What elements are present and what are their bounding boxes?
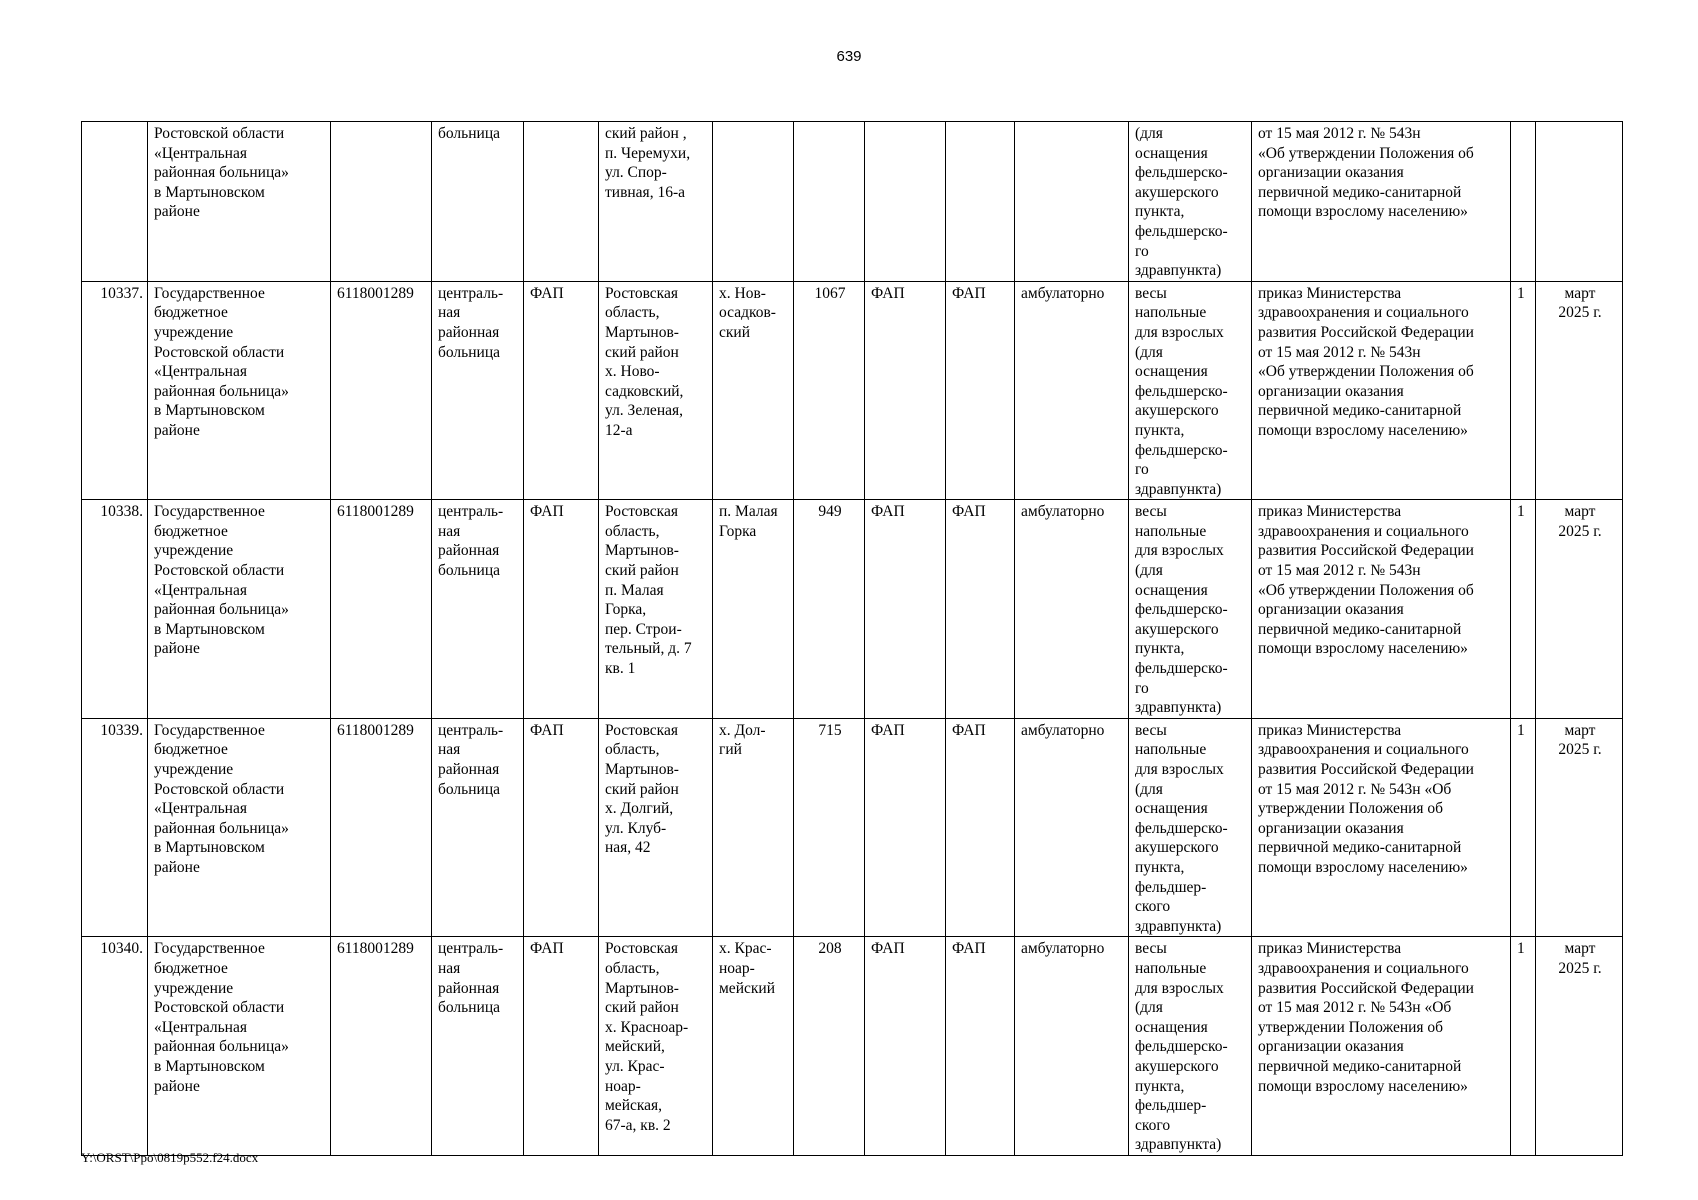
care-mode: амбулаторно [1015, 718, 1129, 937]
row-number: 10338. [82, 500, 148, 719]
object-type-1: ФАП [865, 937, 946, 1156]
unit-type [524, 122, 599, 282]
address: ский район , п. Черемухи, ул. Спор- тивная, 16-а [599, 122, 713, 282]
organization-type: централь- ная районная больница [432, 937, 524, 1156]
organization-type: централь- ная районная больница [432, 718, 524, 937]
inn-code: 6118001289 [331, 281, 432, 500]
organization-type: больница [432, 122, 524, 282]
regulatory-order: приказ Министерства здравоохранения и социального развития Российской Федерации от 15 мая 2012 г. № 543н «Об утверждении Положения об организации оказания первичной медико-санитарной помощи взрослому населению» [1252, 500, 1511, 719]
object-type-1: ФАП [865, 500, 946, 719]
population: 1067 [794, 281, 865, 500]
settlement: п. Малая Горка [713, 500, 794, 719]
inn-code [331, 122, 432, 282]
due-date: март 2025 г. [1536, 718, 1623, 937]
table-row [82, 937, 1623, 1156]
care-mode: амбулаторно [1015, 281, 1129, 500]
organization-type: централь- ная районная больница [432, 500, 524, 719]
object-type-2: ФАП [946, 281, 1015, 500]
document-table [81, 121, 1623, 1156]
equipment: весы напольные для взрослых (для оснащения фельдшерско- акушерского пункта, фельдшер- ского здравпункта) [1129, 718, 1252, 937]
address: Ростовская область, Мартынов- ский район х. Красноар- мейский, ул. Крас- ноар- мейская, 67-а, кв. 2 [599, 937, 713, 1156]
organization-name: Государственное бюджетное учреждение Ростовской области «Центральная районная больница» в Мартыновском районе [148, 281, 331, 500]
address: Ростовская область, Мартынов- ский район х. Долгий, ул. Клуб- ная, 42 [599, 718, 713, 937]
settlement: х. Крас- ноар- мейский [713, 937, 794, 1156]
organization-name: Государственное бюджетное учреждение Ростовской области «Центральная районная больница» в Мартыновском районе [148, 500, 331, 719]
footer-file-path: Y:\ORST\Ppo\0819p552.f24.docx [81, 1150, 259, 1165]
unit-type: ФАП [524, 718, 599, 937]
inn-code: 6118001289 [331, 937, 432, 1156]
care-mode: амбулаторно [1015, 937, 1129, 1156]
inn-code: 6118001289 [331, 500, 432, 719]
due-date: март 2025 г. [1536, 281, 1623, 500]
regulatory-order: от 15 мая 2012 г. № 543н «Об утверждении Положения об организации оказания первичной медико-санитарной помощи взрослому населению» [1252, 122, 1511, 282]
care-mode [1015, 122, 1129, 282]
object-type-2: ФАП [946, 500, 1015, 719]
object-type-2: ФАП [946, 718, 1015, 937]
settlement: х. Нов- осадков- ский [713, 281, 794, 500]
population: 208 [794, 937, 865, 1156]
table-row [82, 122, 1623, 282]
regulatory-order: приказ Министерства здравоохранения и социального развития Российской Федерации от 15 мая 2012 г. № 543н «Об утверждении Положения об организации оказания первичной медико-санитарной помощи взрослому населению» [1252, 718, 1511, 937]
equipment: весы напольные для взрослых (для оснащения фельдшерско- акушерского пункта, фельдшерско- го здравпункта) [1129, 500, 1252, 719]
object-type-2 [946, 122, 1015, 282]
table-row [82, 281, 1623, 500]
organization-type: централь- ная районная больница [432, 281, 524, 500]
due-date [1536, 122, 1623, 282]
quantity: 1 [1511, 281, 1536, 500]
row-number: 10340. [82, 937, 148, 1156]
population [794, 122, 865, 282]
object-type-1: ФАП [865, 718, 946, 937]
due-date: март 2025 г. [1536, 500, 1623, 719]
unit-type: ФАП [524, 281, 599, 500]
care-mode: амбулаторно [1015, 500, 1129, 719]
row-number: 10337. [82, 281, 148, 500]
regulatory-order: приказ Министерства здравоохранения и социального развития Российской Федерации от 15 мая 2012 г. № 543н «Об утверждении Положения об организации оказания первичной медико-санитарной помощи взрослому населению» [1252, 937, 1511, 1156]
address: Ростовская область, Мартынов- ский район х. Ново- садковский, ул. Зеленая, 12-а [599, 281, 713, 500]
row-number [82, 122, 148, 282]
population: 715 [794, 718, 865, 937]
settlement [713, 122, 794, 282]
organization-name: Государственное бюджетное учреждение Ростовской области «Центральная районная больница» в Мартыновском районе [148, 718, 331, 937]
equipment: (для оснащения фельдшерско- акушерского пункта, фельдшерско- го здравпункта) [1129, 122, 1252, 282]
table-row [82, 718, 1623, 937]
population: 949 [794, 500, 865, 719]
quantity: 1 [1511, 718, 1536, 937]
object-type-1 [865, 122, 946, 282]
quantity: 1 [1511, 500, 1536, 719]
settlement: х. Дол- гий [713, 718, 794, 937]
row-number: 10339. [82, 718, 148, 937]
table-row [82, 500, 1623, 719]
regulatory-order: приказ Министерства здравоохранения и социального развития Российской Федерации от 15 мая 2012 г. № 543н «Об утверждении Положения об организации оказания первичной медико-санитарной помощи взрослому населению» [1252, 281, 1511, 500]
due-date: март 2025 г. [1536, 937, 1623, 1156]
quantity [1511, 122, 1536, 282]
page-number: 639 [836, 48, 862, 65]
unit-type: ФАП [524, 937, 599, 1156]
object-type-1: ФАП [865, 281, 946, 500]
object-type-2: ФАП [946, 937, 1015, 1156]
unit-type: ФАП [524, 500, 599, 719]
equipment: весы напольные для взрослых (для оснащения фельдшерско- акушерского пункта, фельдшер- ского здравпункта) [1129, 937, 1252, 1156]
inn-code: 6118001289 [331, 718, 432, 937]
address: Ростовская область, Мартынов- ский район п. Малая Горка, пер. Строи- тельный, д. 7 кв. 1 [599, 500, 713, 719]
quantity: 1 [1511, 937, 1536, 1156]
equipment: весы напольные для взрослых (для оснащения фельдшерско- акушерского пункта, фельдшерско- го здравпункта) [1129, 281, 1252, 500]
organization-name: Ростовской области «Центральная районная больница» в Мартыновском районе [148, 122, 331, 282]
organization-name: Государственное бюджетное учреждение Ростовской области «Центральная районная больница» в Мартыновском районе [148, 937, 331, 1156]
